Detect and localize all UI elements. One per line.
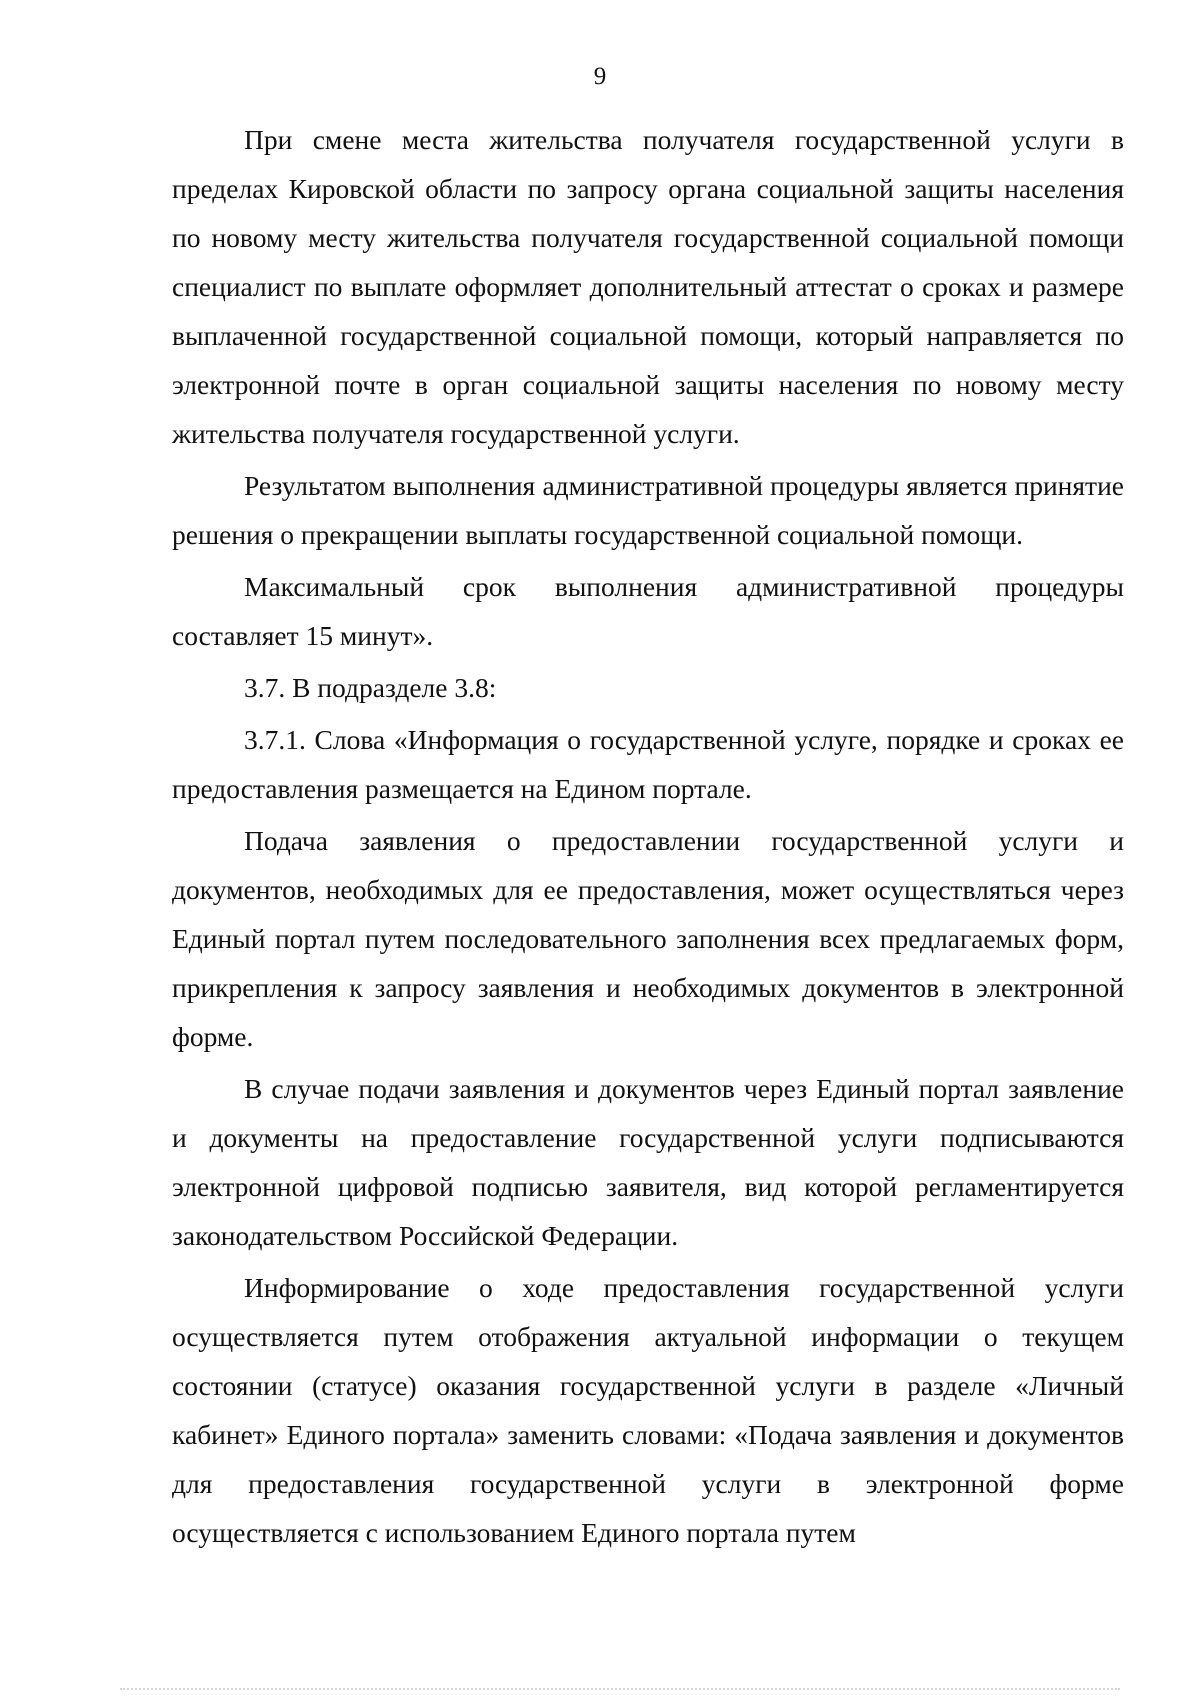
document-body (172, 115, 1124, 1560)
paragraph-electronic-signature: В случае подачи заявления и документов через Единый портал заявление и документы на предоставление государственной услуги подписываются электронной цифровой подписью заявителя, вид которой регламентируется законодательством Российской Федерации. (172, 1073, 1124, 1251)
scan-edge-divider (120, 1688, 1120, 1692)
paragraph-address-change: При смене места жительства получателя государственной услуги в пределах Кировской области по запросу органа социальной защиты населения по новому месту жительства получателя государственной социальной помощи специалист по выплате оформляет дополнительный аттестат о сроках и размере выплаченной государственной социальной помощи, который направляется по электронной почте в орган социальной защиты населения по новому месту жительства получателя государственной услуги. (172, 124, 1124, 449)
paragraph-application-submission: Подача заявления о предоставлении государственной услуги и документов, необходимых для ее предоставления, может осуществляться через Единый портал путем последовательного заполнения всех предлагаемых форм, прикрепления к запросу заявления и необходимых документов в электронной форме. (172, 825, 1124, 1052)
paragraph-procedure-result: Результатом выполнения административной процедуры является принятие решения о прекращении выплаты государственной социальной помощи. (172, 470, 1124, 550)
paragraph-section-3-7: 3.7. В подразделе 3.8: (244, 672, 497, 703)
paragraph-max-duration: Максимальный срок выполнения административной процедуры составляет 15 минут». (172, 571, 1124, 651)
page-number: 9 (593, 63, 607, 90)
paragraph-status-informing: Информирование о ходе предоставления государственной услуги осуществляется путем отображения актуальной информации о текущем состоянии (статусе) оказания государственной услуги в разделе «Личный кабинет» Единого портала» заменить словами: «Подача заявления и документов для предоставления государственной услуги в электронной форме осуществляется с использованием Единого портала путем (172, 1272, 1124, 1548)
paragraph-section-3-7-1: 3.7.1. Слова «Информация о государственной услуге, порядке и сроках ее предоставления размещается на Едином портале. (172, 724, 1124, 804)
